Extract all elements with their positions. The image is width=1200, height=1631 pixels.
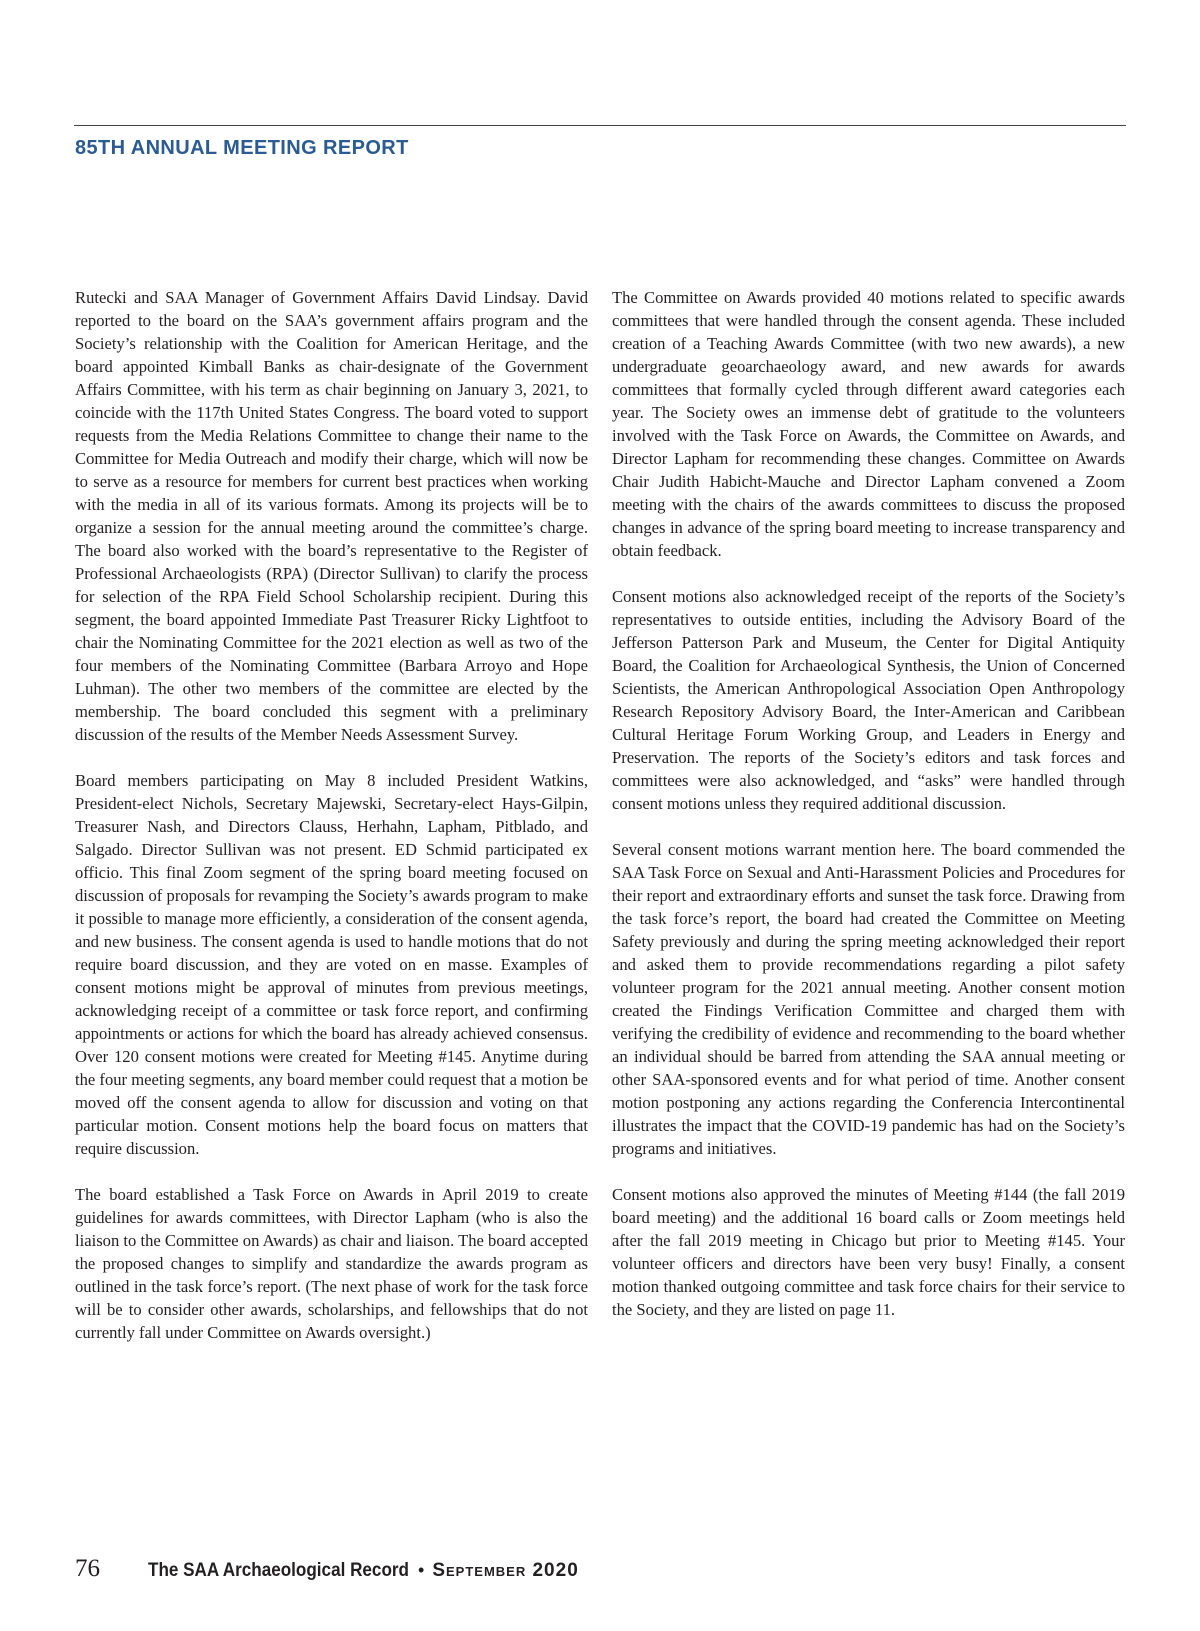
page-number: 76 <box>75 1555 100 1582</box>
header-rule <box>74 125 1126 126</box>
right-column <box>612 286 1125 1344</box>
right-paragraph-2: Consent motions also acknowledged receipt of the reports of the Society’s representatives to outside entities, including the Advisory Board of the Jefferson Patterson Park and Museum, the Center for Digital Antiquity Board, the Coalition for Archaeological Synthesis, the Union of Concerned Scientists, the American Anthropological Association Open Anthropology Research Repository Advisory Board, the Inter-American and Caribbean Cultural Heritage Forum Working Group, and Leaders in Energy and Preservation. The reports of the Society’s editors and task forces and committees were also acknowledged, and “asks” were handled through consent motions unless they required additional discussion. <box>612 587 1125 813</box>
issue-date: September 2020 <box>432 1560 579 1581</box>
right-paragraph-3: Several consent motions warrant mention here. The board commended the SAA Task Force on Sexual and Anti-Harassment Policies and Procedures for their report and extraordinary efforts and sunset the task force. Drawing from the task force’s report, the board had created the Committee on Meeting Safety previously and during the spring meeting acknowledged their report and asked them to provide recommendations regarding a pilot safety volunteer program for the 2021 annual meeting. Another consent motion created the Findings Verification Committee and charged them with verifying the credibility of evidence and recommending to the board whether an individual should be barred from attending the SAA annual meeting or other SAA-sponsored events and for what period of time. Another consent motion postponing any actions regarding the Conferencia Intercontinental illustrates the impact that the COVID-19 pandemic has had on the Society’s programs and initiatives. <box>612 840 1125 1158</box>
left-paragraph-2: Board members participating on May 8 included President Watkins, President-elect Nichols, Secretary Majewski, Secretary-elect Hays-Gilpin, Treasurer Nash, and Directors Clauss, Herhahn, Lapham, Pitblado, and Salgado. Director Sullivan was not present. ED Schmid participated ex officio. This final Zoom segment of the spring board meeting focused on discussion of proposals for revamping the Society’s awards program to make it possible to manage more efficiently, a consideration of the consent agenda, and new business. The consent agenda is used to handle motions that do not require board discussion, and they are voted on en masse. Examples of consent motions might be approval of minutes from previous meetings, acknowledging receipt of a committee or task force report, and confirming appointments or actions for which the board has already achieved consensus. Over 120 consent motions were created for Meeting #145. Anytime during the four meeting segments, any board member could request that a motion be moved off the consent agenda to allow for discussion and voting on that particular motion. Consent motions help the board focus on matters that require discussion. <box>75 771 588 1158</box>
footer-bullet: • <box>418 1560 425 1580</box>
section-title: 85TH ANNUAL MEETING REPORT <box>75 137 409 159</box>
page-footer <box>75 1555 595 1583</box>
left-column <box>75 286 588 1367</box>
right-paragraph-4: Consent motions also approved the minutes of Meeting #144 (the fall 2019 board meeting) and the additional 16 board calls or Zoom meetings held after the fall 2019 meeting in Chicago but prior to Meeting #145. Your volunteer officers and directors have been very busy! Finally, a consent motion thanked outgoing committee and task force chairs for their service to the Society, and they are listed on page 11. <box>612 1185 1125 1319</box>
left-paragraph-3: The board established a Task Force on Awards in April 2019 to create guidelines for awards committees, with Director Lapham (who is also the liaison to the Committee on Awards) as chair and liaison. The board accepted the proposed changes to simplify and standardize the awards program as outlined in the task force’s report. (The next phase of work for the task force will be to consider other awards, scholarships, and fellowships that do not currently fall under Committee on Awards oversight.) <box>75 1185 588 1342</box>
right-paragraph-1: The Committee on Awards provided 40 motions related to specific awards committees that were handled through the consent agenda. These included creation of a Teaching Awards Committee (with two new awards), a new undergraduate geoarchaeology award, and new awards for awards committees that formally cycled through different award categories each year. The Society owes an immense debt of gratitude to the volunteers involved with the Task Force on Awards, the Committee on Awards, and Director Lapham for recommending these changes. Committee on Awards Chair Judith Habicht-Mauche and Director Lapham convened a Zoom meeting with the chairs of the awards committees to discuss the proposed changes in advance of the spring board meeting to increase transparency and obtain feedback. <box>612 288 1125 560</box>
left-paragraph-1: Rutecki and SAA Manager of Government Affairs David Lindsay. David reported to the board on the SAA’s government affairs program and the Society’s relationship with the Coalition for American Heritage, and the board appointed Kimball Banks as chair-designate of the Government Affairs Committee, with his term as chair beginning on January 3, 2021, to coincide with the 117th United States Congress. The board voted to support requests from the Media Relations Committee to change their name to the Committee for Media Outreach and modify their charge, which will now be to serve as a resource for members for current best practices when working with the media in all of its various formats. Among its projects will be to organize a session for the annual meeting around the committee’s charge. The board also worked with the board’s representative to the Register of Professional Archaeologists (RPA) (Director Sullivan) to clarify the process for selection of the RPA Field School Scholarship recipient. During this segment, the board appointed Immediate Past Treasurer Ricky Lightfoot to chair the Nominating Committee for the 2021 election as well as two of the four members of the Nominating Committee (Barbara Arroyo and Hope Luhman). The other two members of the committee are elected by the membership. The board concluded this segment with a preliminary discussion of the results of the Member Needs Assessment Survey. <box>75 288 588 744</box>
journal-title: The SAA Archaeological Record <box>148 1560 409 1581</box>
